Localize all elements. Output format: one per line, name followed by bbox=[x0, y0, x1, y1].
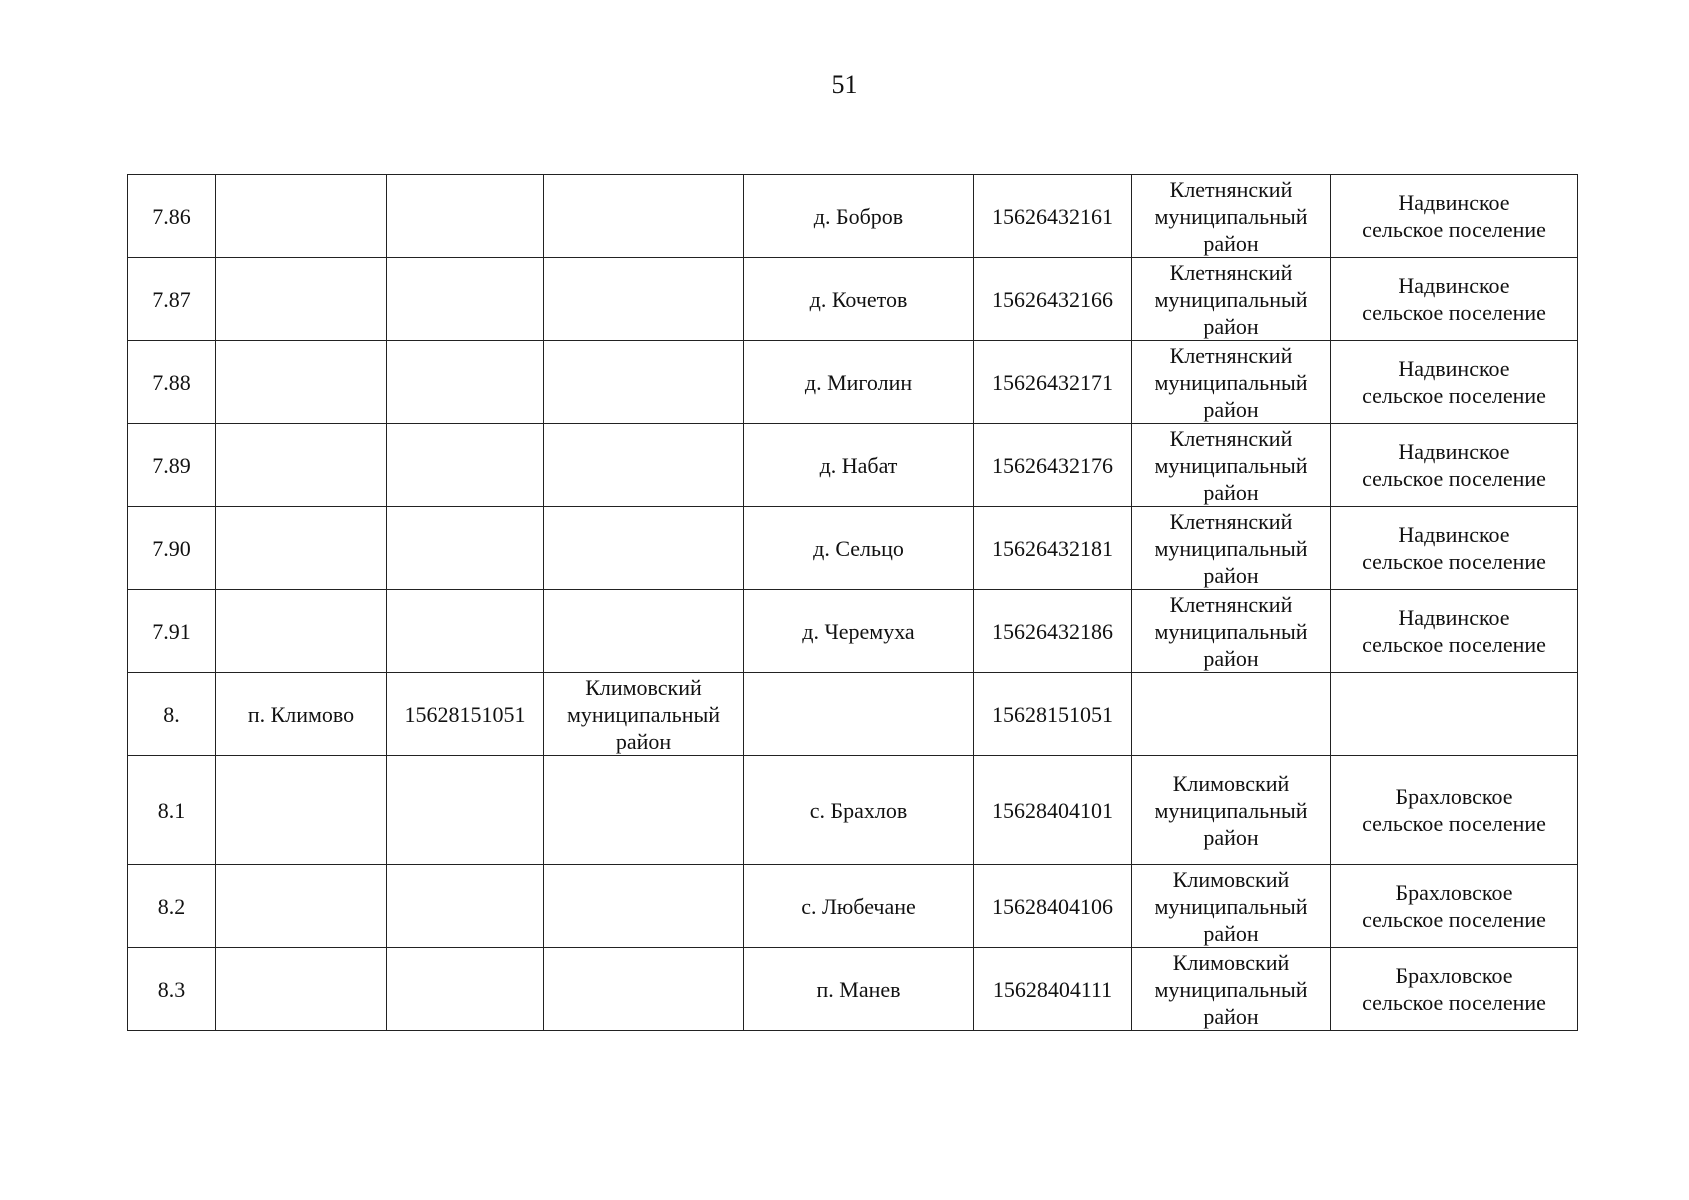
cell-center-district bbox=[544, 865, 744, 948]
cell-center bbox=[216, 424, 387, 507]
district-line: район bbox=[615, 728, 672, 754]
cell-center-code bbox=[387, 590, 544, 673]
cell-center-district bbox=[544, 590, 744, 673]
cell-center bbox=[216, 507, 387, 590]
cell-center-district bbox=[544, 507, 744, 590]
district-line: район bbox=[1203, 824, 1259, 850]
municipality-line: сельское поселение bbox=[1362, 383, 1546, 408]
district-line: Клетнянский bbox=[1169, 342, 1293, 368]
table-row bbox=[128, 258, 1578, 341]
table-row bbox=[128, 865, 1578, 948]
district-line: Климовский bbox=[1172, 770, 1290, 796]
municipality-line: Надвинское bbox=[1398, 522, 1510, 547]
cell-code: 15626432166 bbox=[974, 258, 1132, 341]
cell-municipality bbox=[1331, 948, 1578, 1031]
cell-number: 8.2 bbox=[128, 865, 216, 948]
cell-settlement: д. Набат bbox=[744, 424, 974, 507]
cell-settlement: д. Бобров bbox=[744, 175, 974, 258]
district-line: муниципальный bbox=[1154, 369, 1308, 395]
cell-number: 7.87 bbox=[128, 258, 216, 341]
cell-district bbox=[1132, 865, 1331, 948]
cell-center-code bbox=[387, 948, 544, 1031]
cell-center-code bbox=[387, 258, 544, 341]
district-line: муниципальный bbox=[1154, 618, 1308, 644]
cell-district bbox=[1132, 258, 1331, 341]
cell-center-code: 15628151051 bbox=[387, 673, 544, 756]
cell-municipality bbox=[1331, 341, 1578, 424]
cell-district bbox=[1132, 590, 1331, 673]
district-line: Клетнянский bbox=[1169, 176, 1293, 202]
district-line: район bbox=[1203, 313, 1259, 339]
cell-municipality bbox=[1331, 507, 1578, 590]
cell-center-district bbox=[544, 258, 744, 341]
district-line: район bbox=[1203, 230, 1259, 256]
cell-center-code bbox=[387, 424, 544, 507]
cell-municipality bbox=[1331, 258, 1578, 341]
cell-code: 15626432186 bbox=[974, 590, 1132, 673]
cell-center-district bbox=[544, 756, 744, 865]
district-line: Клетнянский bbox=[1169, 508, 1293, 534]
cell-center-district bbox=[544, 341, 744, 424]
municipality-line: сельское поселение bbox=[1362, 811, 1546, 836]
cell-center bbox=[216, 865, 387, 948]
cell-number: 7.88 bbox=[128, 341, 216, 424]
district-line: муниципальный bbox=[1154, 286, 1308, 312]
cell-district bbox=[1132, 424, 1331, 507]
cell-center-district bbox=[544, 424, 744, 507]
cell-number: 8.3 bbox=[128, 948, 216, 1031]
cell-code: 15628404111 bbox=[974, 948, 1132, 1031]
cell-center-district bbox=[544, 175, 744, 258]
cell-settlement: д. Сельцо bbox=[744, 507, 974, 590]
cell-district bbox=[1132, 756, 1331, 865]
cell-settlement: д. Черемуха bbox=[744, 590, 974, 673]
table-row bbox=[128, 590, 1578, 673]
district-line: Клетнянский bbox=[1169, 591, 1293, 617]
district-line: район bbox=[1203, 920, 1259, 946]
municipality-line: Надвинское bbox=[1398, 190, 1510, 215]
cell-code: 15626432176 bbox=[974, 424, 1132, 507]
cell-number: 7.86 bbox=[128, 175, 216, 258]
cell-district bbox=[1132, 948, 1331, 1031]
cell-settlement: с. Любечане bbox=[744, 865, 974, 948]
cell-center bbox=[216, 590, 387, 673]
cell-district bbox=[1132, 175, 1331, 258]
cell-municipality bbox=[1331, 424, 1578, 507]
table-row bbox=[128, 948, 1578, 1031]
cell-code: 15628404101 bbox=[974, 756, 1132, 865]
municipality-line: Надвинское bbox=[1398, 273, 1510, 298]
municipality-line: сельское поселение bbox=[1362, 990, 1546, 1015]
cell-municipality bbox=[1331, 756, 1578, 865]
cell-settlement: с. Брахлов bbox=[744, 756, 974, 865]
cell-settlement: д. Миголин bbox=[744, 341, 974, 424]
district-line: муниципальный bbox=[1154, 452, 1308, 478]
cell-center-code bbox=[387, 341, 544, 424]
page-number: 51 bbox=[831, 70, 858, 99]
municipality-line: Надвинское bbox=[1398, 439, 1510, 464]
district-line: муниципальный bbox=[566, 701, 721, 727]
cell-municipality bbox=[1331, 175, 1578, 258]
table-row bbox=[128, 756, 1578, 865]
cell-center: п. Климово bbox=[216, 673, 387, 756]
cell-district bbox=[1132, 507, 1331, 590]
cell-municipality bbox=[1331, 590, 1578, 673]
district-line: Клетнянский bbox=[1169, 259, 1293, 285]
district-line: Климовский bbox=[1172, 949, 1290, 975]
municipality-line: Надвинское bbox=[1398, 356, 1510, 381]
municipality-line: сельское поселение bbox=[1362, 466, 1546, 491]
cell-center-district bbox=[544, 673, 744, 756]
cell-district bbox=[1132, 673, 1331, 756]
cell-center-code bbox=[387, 756, 544, 865]
district-line: район bbox=[1203, 396, 1259, 422]
table-row bbox=[128, 424, 1578, 507]
district-line: район bbox=[1203, 1003, 1259, 1029]
cell-center bbox=[216, 175, 387, 258]
cell-number: 7.91 bbox=[128, 590, 216, 673]
cell-code: 15628151051 bbox=[974, 673, 1132, 756]
cell-municipality bbox=[1331, 673, 1578, 756]
cell-center bbox=[216, 341, 387, 424]
district-line: Климовский bbox=[585, 674, 702, 700]
cell-number: 7.90 bbox=[128, 507, 216, 590]
district-line: муниципальный bbox=[1154, 797, 1308, 823]
registry-table bbox=[127, 174, 1578, 1031]
municipality-line: Брахловское bbox=[1395, 963, 1513, 988]
cell-center-district bbox=[544, 948, 744, 1031]
cell-center-code bbox=[387, 507, 544, 590]
cell-center-code bbox=[387, 865, 544, 948]
table-row bbox=[128, 341, 1578, 424]
cell-settlement: п. Манев bbox=[744, 948, 974, 1031]
municipality-line: сельское поселение bbox=[1362, 549, 1546, 574]
district-line: муниципальный bbox=[1154, 976, 1308, 1002]
municipality-line: сельское поселение bbox=[1362, 907, 1546, 932]
table-row bbox=[128, 175, 1578, 258]
cell-center bbox=[216, 948, 387, 1031]
municipality-line: Надвинское bbox=[1398, 605, 1510, 630]
cell-number: 8. bbox=[128, 673, 216, 756]
municipality-line: сельское поселение bbox=[1362, 300, 1546, 325]
table-row bbox=[128, 673, 1578, 756]
cell-settlement: д. Кочетов bbox=[744, 258, 974, 341]
cell-center-code bbox=[387, 175, 544, 258]
district-line: муниципальный bbox=[1154, 893, 1308, 919]
municipality-line: сельское поселение bbox=[1362, 632, 1546, 657]
cell-number: 7.89 bbox=[128, 424, 216, 507]
district-line: Клетнянский bbox=[1169, 425, 1293, 451]
municipality-line: Брахловское bbox=[1395, 784, 1513, 809]
cell-code: 15626432171 bbox=[974, 341, 1132, 424]
table-row bbox=[128, 507, 1578, 590]
municipality-line: сельское поселение bbox=[1362, 217, 1546, 242]
cell-code: 15628404106 bbox=[974, 865, 1132, 948]
cell-district bbox=[1132, 341, 1331, 424]
district-line: район bbox=[1203, 479, 1259, 505]
municipality-line: Брахловское bbox=[1395, 880, 1513, 905]
district-line: муниципальный bbox=[1154, 535, 1308, 561]
district-line: район bbox=[1203, 562, 1259, 588]
cell-center bbox=[216, 756, 387, 865]
cell-center bbox=[216, 258, 387, 341]
cell-settlement bbox=[744, 673, 974, 756]
district-line: Климовский bbox=[1172, 866, 1290, 892]
district-line: район bbox=[1203, 645, 1259, 671]
cell-municipality bbox=[1331, 865, 1578, 948]
cell-code: 15626432181 bbox=[974, 507, 1132, 590]
district-line: муниципальный bbox=[1154, 203, 1308, 229]
cell-code: 15626432161 bbox=[974, 175, 1132, 258]
cell-number: 8.1 bbox=[128, 756, 216, 865]
